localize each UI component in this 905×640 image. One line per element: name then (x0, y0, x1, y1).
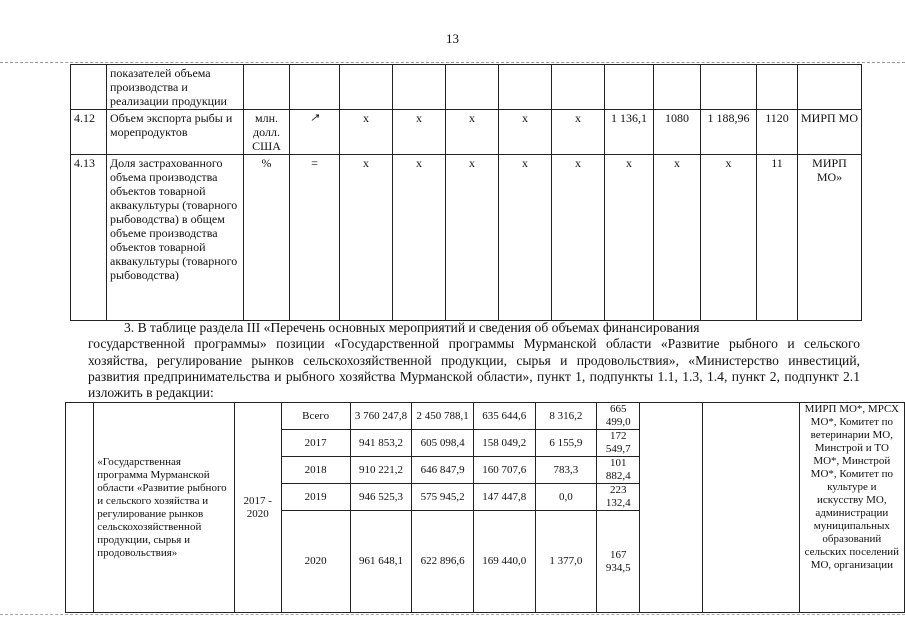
year-cell: 2017 (281, 430, 350, 457)
amount-total: 941 853,2 (350, 430, 412, 457)
amendment-paragraph (88, 320, 860, 401)
program-name: «Государственная программа Мурманской области «Развитие рыбного и сельского хозяйства и регулирование рынков сельскохозяйственной продукции, сырья и продовольствия» (94, 403, 235, 613)
table-row (66, 403, 905, 430)
program-period: 2017 - 2020 (234, 403, 281, 613)
amount-total: 910 221,2 (350, 457, 412, 484)
value-cell: х (605, 155, 654, 321)
amount-local: 0,0 (535, 484, 597, 511)
row-number (71, 65, 107, 110)
value-cell: х (340, 110, 393, 155)
value-cell: 1 136,1 (605, 110, 654, 155)
amount-local: 8 316,2 (535, 403, 597, 430)
row-number: 4.12 (71, 110, 107, 155)
value-cell: х (552, 110, 605, 155)
indicator-name: Доля застрахованного объема производства объектов товарной аквакультуры (товарного рыбоводства) в общем объеме производства объектов товарной аквакультуры (товарного рыбоводства) (107, 155, 244, 321)
value-cell: х (446, 155, 499, 321)
amount-total: 961 648,1 (350, 511, 412, 613)
unit: % (244, 155, 290, 321)
amount-local: 6 155,9 (535, 430, 597, 457)
value-cell: х (499, 155, 552, 321)
amount-total: 946 525,3 (350, 484, 412, 511)
amount-total: 3 760 247,8 (350, 403, 412, 430)
unit: млн. долл. США (244, 110, 290, 155)
amount-regional: 575 945,2 (412, 484, 474, 511)
amount-local: 783,3 (535, 457, 597, 484)
value-cell: х (340, 155, 393, 321)
amount-federal: 169 440,0 (473, 511, 535, 613)
value-cell: 1 188,96 (701, 110, 757, 155)
year-cell: Всего (281, 403, 350, 430)
value-cell: 11 (757, 155, 798, 321)
year-cell: 2018 (281, 457, 350, 484)
amount-federal: 147 447,8 (473, 484, 535, 511)
responsible: МИРП МО (798, 110, 862, 155)
table-row (71, 155, 862, 321)
value-cell: х (701, 155, 757, 321)
table-row (71, 65, 862, 110)
year-cell: 2019 (281, 484, 350, 511)
amount-other: 101 882,4 (597, 457, 640, 484)
value-cell: 1120 (757, 110, 798, 155)
amount-regional: 622 896,6 (412, 511, 474, 613)
paragraph-body: государственной программы» позиции «Государственной программы Мурманской области «Развитие рыбного и сельского хозяйства, регулирование рынков сельскохозяйственной продукции, сырья и продовольствия», «Министерство инвестиций, развития предпринимательства и рыбного хозяйства Мурманской области», пункт 1, подпункты 1.1, 1.3, 1.4, пункт 2, подпункт 2.1 изложить в редакции: (88, 336, 860, 401)
value-cell: х (393, 110, 446, 155)
amount-federal: 635 644,6 (473, 403, 535, 430)
value-cell: х (552, 155, 605, 321)
table-row (71, 110, 862, 155)
page-number: 13 (446, 31, 459, 46)
value-cell: х (446, 110, 499, 155)
indicators-table (70, 64, 862, 321)
amount-regional: 605 098,4 (412, 430, 474, 457)
executors: МИРП МО*, МРСХ МО*, Комитет по ветеринарии МО, Минстрой и ТО МО*, Минстрой МО*, Комитет по культуре и искусству МО, администрации муниципальных образований сельских поселений МО, организации (799, 403, 904, 613)
trend-mark: ↗ (290, 110, 340, 155)
bottom-divider (0, 614, 905, 615)
indicator-name: Объем экспорта рыбы и морепродуктов (107, 110, 244, 155)
amount-federal: 158 049,2 (473, 430, 535, 457)
amount-other: 167 934,5 (597, 511, 640, 613)
paragraph-line-1: 3. В таблице раздела III «Перечень основных мероприятий и сведения об объемах финансирования (124, 320, 700, 335)
indicator-name: показателей объема производства и реализации продукции (107, 65, 244, 110)
amount-federal: 160 707,6 (473, 457, 535, 484)
amount-other: 223 132,4 (597, 484, 640, 511)
row-number: 4.13 (71, 155, 107, 321)
trend-mark: = (290, 155, 340, 321)
value-cell: х (499, 110, 552, 155)
amount-other: 172 549,7 (597, 430, 640, 457)
year-cell: 2020 (281, 511, 350, 613)
responsible: МИРП МО» (798, 155, 862, 321)
amount-regional: 2 450 788,1 (412, 403, 474, 430)
top-divider (0, 62, 905, 63)
amount-local: 1 377,0 (535, 511, 597, 613)
amount-regional: 646 847,9 (412, 457, 474, 484)
value-cell: х (393, 155, 446, 321)
value-cell: 1080 (654, 110, 701, 155)
financing-table (65, 402, 905, 613)
value-cell: х (654, 155, 701, 321)
amount-other: 665 499,0 (597, 403, 640, 430)
